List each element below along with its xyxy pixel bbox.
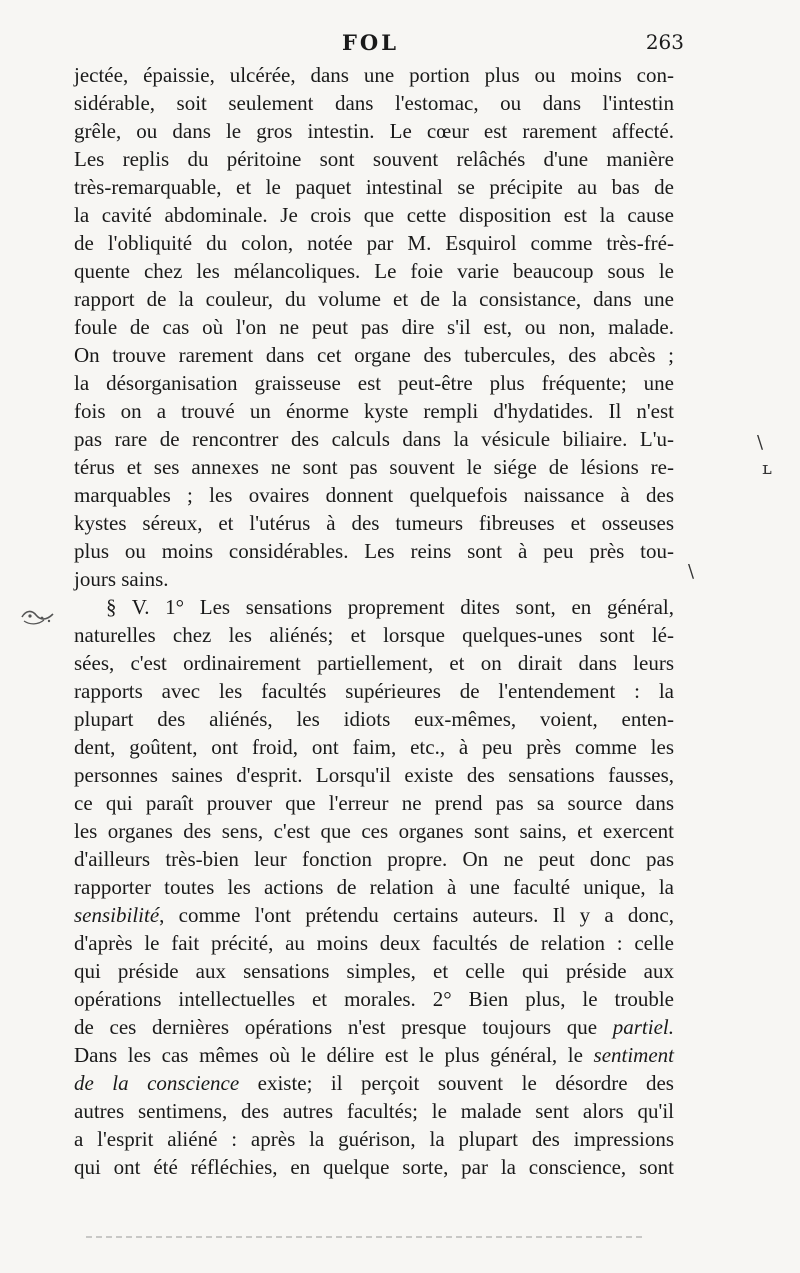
text-line: plupart des aliénés, les idiots eux-mêmes, voient, enten- xyxy=(74,707,674,731)
text-line xyxy=(74,1069,674,1099)
text-line: marquables ; les ovaires donnent quelquefois naissance à des xyxy=(74,483,674,507)
text-line: ce qui paraît prouver que l'erreur ne prend pas sa source dans xyxy=(74,791,674,815)
text-line: d'après le fait précité, au moins deux facultés de relation : celle xyxy=(74,931,674,955)
text-line: jectée, épaissie, ulcérée, dans une portion plus ou moins con- xyxy=(74,63,674,87)
ornament-icon xyxy=(20,606,56,628)
text-line: pas rare de rencontrer des calculs dans la vésicule biliaire. L'u- xyxy=(74,427,674,451)
margin-mark-icon: \ xyxy=(688,561,695,582)
text-line: les organes des sens, c'est que ces organes sont sains, et exercent xyxy=(74,819,674,843)
page-number: 263 xyxy=(645,30,684,54)
text-line: très-remarquable, et le paquet intestinal se précipite au bas de xyxy=(74,175,674,199)
text-line: quente chez les mélancoliques. Le foie varie beaucoup sous le xyxy=(74,259,674,283)
text-line: sidérable, soit seulement dans l'estomac, ou dans l'intestin xyxy=(74,91,674,115)
text-line: la cavité abdominale. Je crois que cette disposition est la cause xyxy=(74,203,674,227)
text-line: rapporter toutes les actions de relation à une faculté unique, la xyxy=(74,875,674,899)
text-line: On trouve rarement dans cet organe des tubercules, des abcès ; xyxy=(74,343,674,367)
text-line: foule de cas où l'on ne peut pas dire s'il est, ou non, malade. xyxy=(74,315,674,339)
italic-term: de la conscience xyxy=(74,1071,240,1095)
text-line: autres sentimens, des autres facultés; le malade sent alors qu'il xyxy=(74,1099,674,1123)
text-line: qui ont été réfléchies, en quelque sorte, par la conscience, sont xyxy=(74,1155,674,1179)
text-line: Les replis du péritoine sont souvent relâchés d'une manière xyxy=(74,147,674,171)
italic-term: sensibilité xyxy=(74,903,160,927)
text-line: opérations intellectuelles et morales. 2° Bien plus, le trouble xyxy=(74,987,674,1011)
text-span: existe; il perçoit souvent le désordre des xyxy=(239,1071,674,1095)
text-line: fois on a trouvé un énorme kyste rempli d'hydatides. Il n'est xyxy=(74,399,674,423)
italic-term: partiel. xyxy=(612,1015,674,1039)
text-span: de ces dernières opérations n'est presque toujours que xyxy=(74,1015,613,1039)
text-line: la désorganisation graisseuse est peut-être plus fréquente; une xyxy=(74,371,674,395)
text-line: a l'esprit aliéné : après la guérison, la plupart des impressions xyxy=(74,1127,674,1151)
text-span: Dans les cas mêmes où le délire est le plus général, le xyxy=(74,1043,594,1067)
text-line: naturelles chez les aliénés; et lorsque quelques-unes sont lé- xyxy=(74,623,674,647)
text-line: d'ailleurs très-bien leur fonction propre. On ne peut donc pas xyxy=(74,847,674,871)
paragraph-end-line: jours sains. xyxy=(74,567,169,591)
text-line: rapports avec les facultés supérieures de l'entendement : la xyxy=(74,679,674,703)
text-line: grêle, ou dans le gros intestin. Le cœur est rarement affecté. xyxy=(74,119,674,143)
margin-mark-icon: ʟ xyxy=(762,458,772,479)
text-line: plus ou moins considérables. Les reins sont à peu près tou- xyxy=(74,539,674,563)
text-line xyxy=(74,901,674,931)
text-line: kystes séreux, et l'utérus à des tumeurs fibreuses et osseuses xyxy=(74,511,674,535)
text-line: personnes saines d'esprit. Lorsqu'il existe des sensations fausses, xyxy=(74,763,674,787)
text-line: térus et ses annexes ne sont pas souvent le siége de lésions re- xyxy=(74,455,674,479)
text-line: qui préside aux sensations simples, et celle qui préside aux xyxy=(74,959,674,983)
text-line xyxy=(74,1041,674,1071)
text-line: dent, goûtent, ont froid, ont faim, etc., à peu près comme les xyxy=(74,735,674,759)
text-line: sées, c'est ordinairement partiellement, et on dirait dans leurs xyxy=(74,651,674,675)
running-head: FOL xyxy=(342,30,399,55)
text-line xyxy=(74,1013,674,1043)
text-span: , comme l'ont prétendu certains auteurs. Il y a donc, xyxy=(159,903,674,927)
margin-mark-icon: \ xyxy=(757,432,764,453)
text-line: rapport de la couleur, du volume et de la consistance, dans une xyxy=(74,287,674,311)
italic-term: sentiment xyxy=(593,1043,674,1067)
text-line: de l'obliquité du colon, notée par M. Esquirol comme très-fré- xyxy=(74,231,674,255)
section-start-line: § V. 1° Les sensations proprement dites sont, en général, xyxy=(106,595,674,619)
bleed-through-rule xyxy=(86,1236,646,1238)
page-header xyxy=(74,30,684,60)
